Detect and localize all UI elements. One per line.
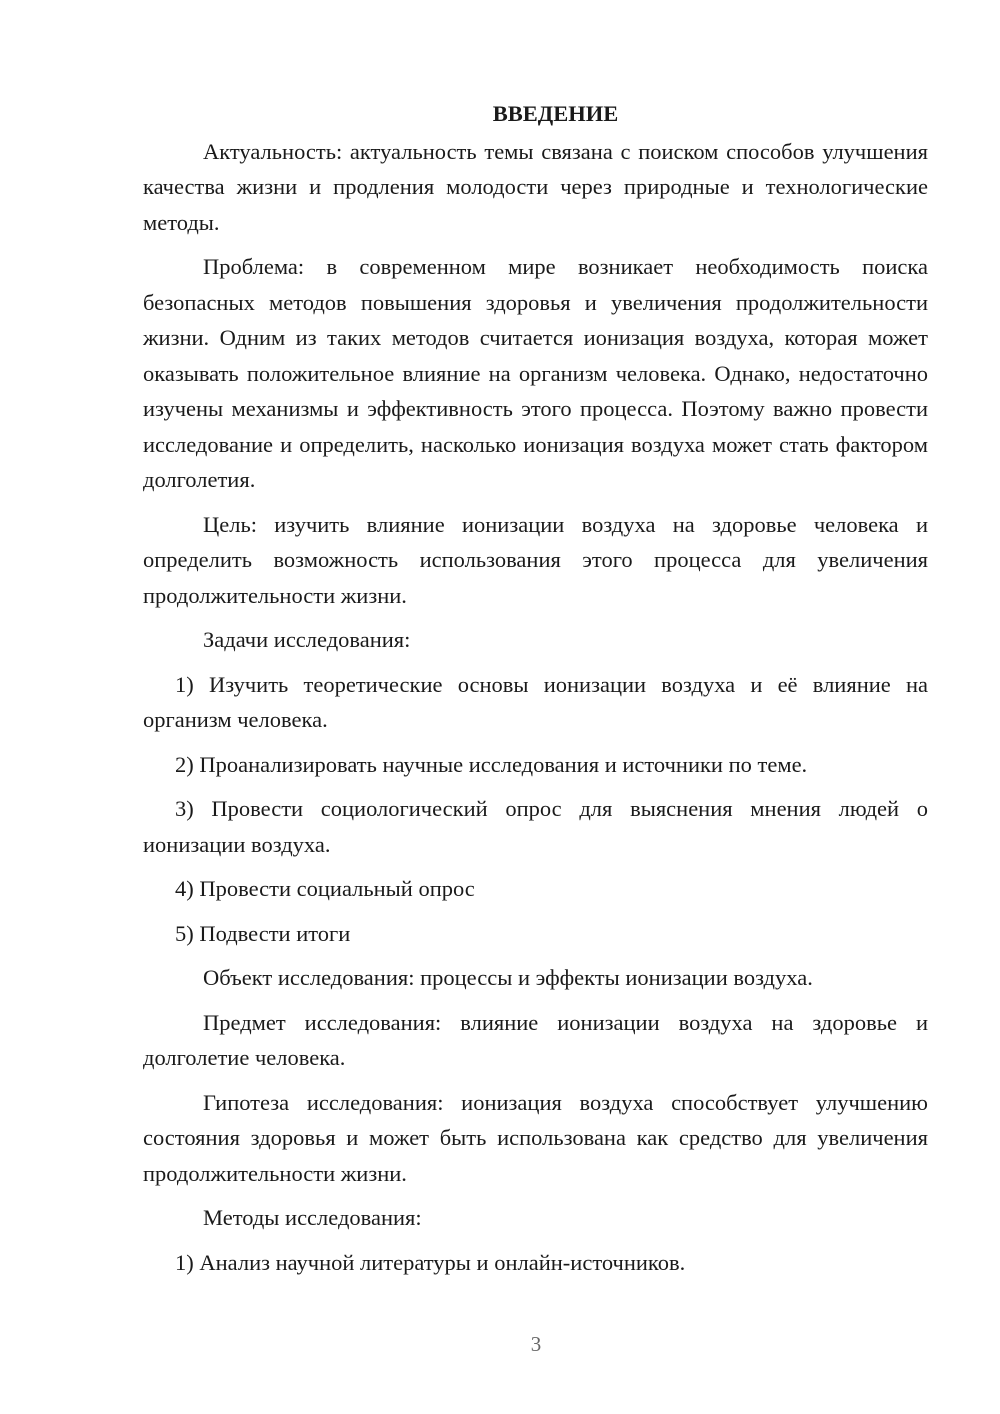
paragraph-goal: Цель: изучить влияние ионизации воздуха на здоровье человека и определить возможность использования этого процесса для увеличения продолжительности жизни.: [143, 511, 928, 608]
paragraph-relevance: Актуальность: актуальность темы связана с поиском способов улучшения качества жизни и продления молодости через природные и технологические методы.: [143, 138, 928, 235]
paragraph-object: Объект исследования: процессы и эффекты ионизации воздуха.: [203, 965, 813, 990]
paragraph-problem: Проблема: в современном мире возникает необходимость поиска безопасных методов повышения здоровья и увеличения продолжительности жизни. Одним из таких методов считается ионизация воздуха, которая может оказывать положительное влияние на организм человека. Однако, недостаточно изучены механизмы и эффективность этого процесса. Поэтому важно провести исследование и определить, насколько ионизация воздуха может стать фактором долголетия.: [143, 254, 928, 492]
task-item-5: 5) Подвести итоги: [175, 920, 351, 946]
section-title: ВВЕДЕНИЕ: [492, 101, 619, 126]
page-number: 3: [530, 1332, 542, 1356]
task-item-1: 1) Изучить теоретические основы ионизации воздуха и её влияние на организм человека.: [143, 671, 928, 732]
task-item-2: 2) Проанализировать научные исследования и источники по теме.: [175, 751, 808, 777]
task-item-4: 4) Провести социальный опрос: [175, 876, 475, 901]
paragraph-subject: Предмет исследования: влияние ионизации воздуха на здоровье и долголетие человека.: [143, 1009, 928, 1070]
task-item-3: 3) Провести социологический опрос для выяснения мнения людей о ионизации воздуха.: [143, 796, 928, 857]
method-item-1: 1) Анализ научной литературы и онлайн-источников.: [175, 1249, 686, 1275]
paragraph-hypothesis: Гипотеза исследования: ионизация воздуха способствует улучшению состояния здоровья и может быть использована как средство для увеличения продолжительности жизни.: [143, 1089, 928, 1186]
tasks-heading: Задачи исследования:: [203, 627, 411, 652]
methods-heading: Методы исследования:: [203, 1205, 422, 1230]
page-content: [143, 96, 928, 1289]
